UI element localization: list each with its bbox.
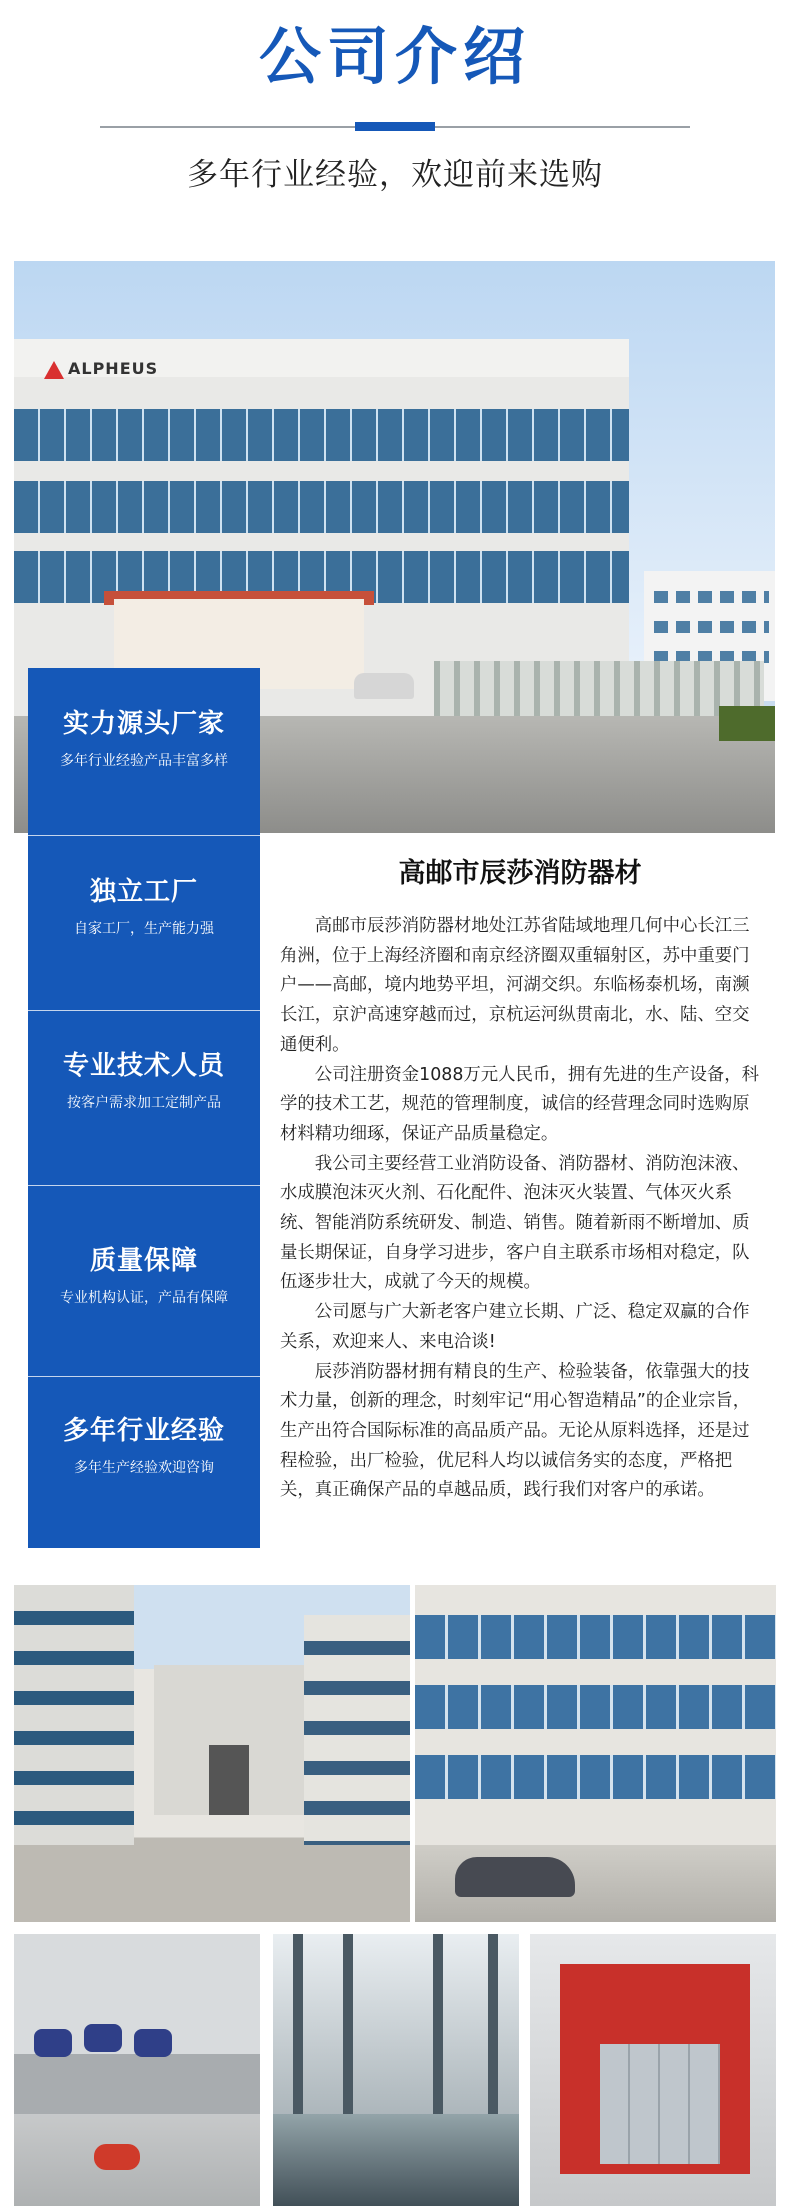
feature-item xyxy=(28,1241,260,1311)
fire-pump-equipment-photo xyxy=(530,1934,776,2206)
feature-title: 专业技术人员 xyxy=(62,1051,225,1081)
feature-subtitle: 按客户需求加工定制产品 xyxy=(67,1095,221,1111)
feature-title: 质量保障 xyxy=(89,1246,198,1276)
article-paragraph: 高邮市辰莎消防器材地处江苏省陆域地理几何中心长江三角洲，位于上海经济圈和南京经济圈双重辐射区，苏中重要门户——高邮，境内地势平坦，河湖交织。东临杨泰机场，南濒长江，京沪高速穿越而过，京杭运河纵贯南北，水、陆、空交通便利。 xyxy=(280,916,750,1055)
feature-title: 实力源头厂家 xyxy=(62,709,225,739)
window-row xyxy=(14,481,629,533)
feature-subtitle: 多年生产经验欢迎咨询 xyxy=(74,1460,214,1476)
car xyxy=(354,673,414,699)
article-title: 高邮市辰莎消防器材 xyxy=(398,858,642,889)
window-row xyxy=(14,409,629,461)
feature-divider xyxy=(28,1376,260,1377)
feature-subtitle: 多年行业经验产品丰富多样 xyxy=(60,753,228,769)
company-logo-icon xyxy=(44,361,64,379)
page-title: 公司介绍 xyxy=(258,20,531,93)
feature-divider xyxy=(28,835,260,836)
article-paragraph: 公司注册资金1088万元人民币，拥有先进的生产设备，科学的技术工艺，规范的管理制度，诚信的经营理念同时选购原材料精功细琢，保证产品质量稳定。 xyxy=(280,1064,760,1144)
feature-item xyxy=(28,704,260,774)
page-subtitle: 多年行业经验，欢迎前来选购 xyxy=(187,157,603,193)
workshop-interior-photo xyxy=(273,1934,519,2206)
feature-title: 多年行业经验 xyxy=(62,1416,225,1446)
feature-item xyxy=(28,1046,260,1116)
article-paragraph: 我公司主要经营工业消防设备、消防器材、消防泡沫液、水成膜泡沫灭火剂、石化配件、泡沫灭火装置、气体灭火系统、智能消防系统研发、制造、销售。随着新雨不断增加、质量长期保证，自身学习进步，客户自主联系市场相对稳定，队伍逐步壮大，成就了今天的规模。 xyxy=(280,1153,750,1293)
feature-title: 独立工厂 xyxy=(89,877,198,907)
factory-yard-photo xyxy=(14,1585,410,1922)
feature-panel xyxy=(28,668,260,1548)
title-divider-accent xyxy=(355,122,435,131)
company-logo-text: ALPHEUS xyxy=(68,359,159,378)
feature-item xyxy=(28,1411,260,1481)
feature-item xyxy=(28,872,260,942)
article-paragraph: 辰莎消防器材拥有精良的生产、检验装备，依靠强大的技术力量，创新的理念，时刻牢记“用心智造精品”的企业宗旨，生产出符合国际标准的高品质产品。无论从原料选择，还是过程检验，出厂检验，优尼科人均以诚信务实的态度，严格把关，真正确保产品的卓越品质，践行我们对客户的承诺。 xyxy=(280,1361,751,1501)
feature-subtitle: 专业机构认证，产品有保障 xyxy=(60,1290,228,1306)
office-building-photo xyxy=(415,1585,776,1922)
article-paragraph: 公司愿与广大新老客户建立长期、广泛、稳定双赢的合作关系，欢迎来人、来电洽谈! xyxy=(280,1302,750,1352)
feature-subtitle: 自家工厂，生产能力强 xyxy=(74,921,214,937)
hedge xyxy=(719,706,775,741)
article-body xyxy=(280,912,766,1506)
equipment-workbench-photo xyxy=(14,1934,260,2206)
car xyxy=(455,1857,575,1897)
feature-divider xyxy=(28,1010,260,1011)
feature-divider xyxy=(28,1185,260,1186)
